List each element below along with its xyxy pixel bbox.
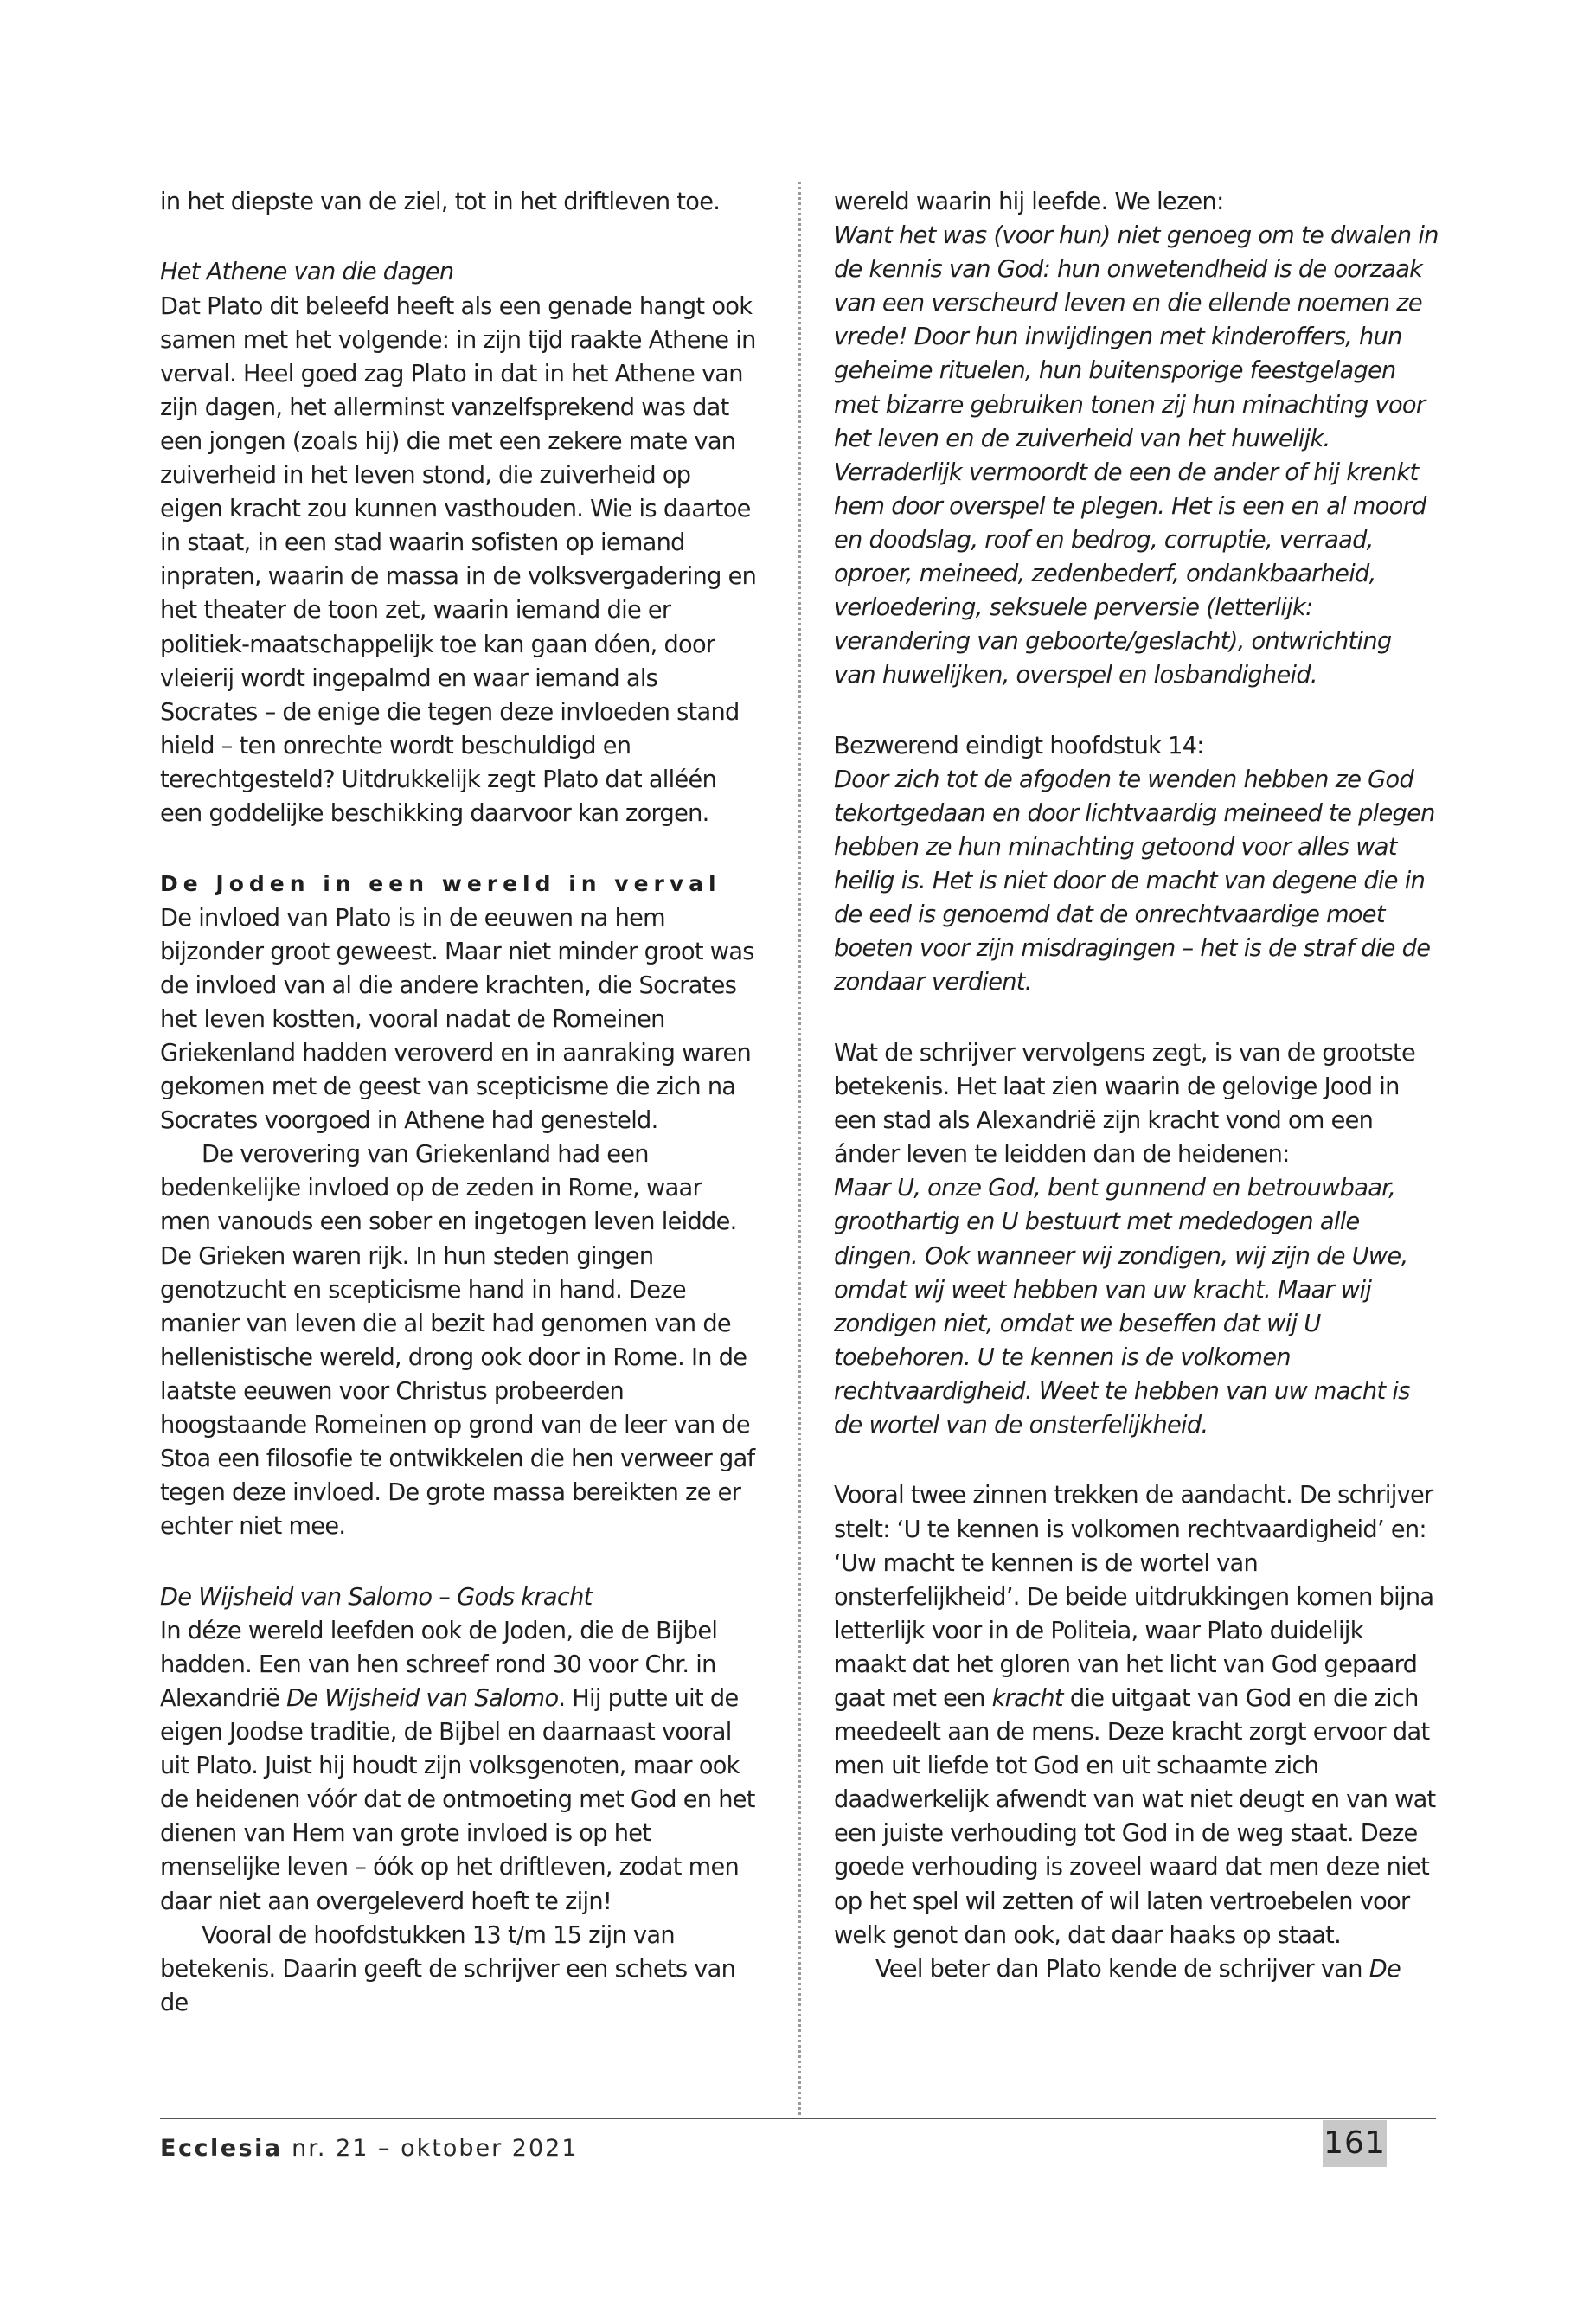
subheading: De Wijsheid van Salomo – Gods kracht <box>160 1583 593 1611</box>
paragraph: in het diepste van de ziel, tot in het driftleven toe. <box>160 189 721 215</box>
paragraph: De verovering van Griekenland had een bedenkelijke invloed op de zeden in Rome, waar men vanouds een sober en ingetogen leven leidde. De Grieken waren rijk. In hun steden gingen genotzucht en scepticisme hand in hand. Deze manier van leven die al bezit had genomen van de hellenistische wereld, drong ook door in Rome. In de laatste eeuwen voor Christus probeerden hoogstaande Romeinen op grond van de leer van de Stoa een filosofie te ontwikkelen die hen verweer gaf tegen deze invloed. De grote massa bereikten ze er echter niet mee. <box>160 1141 755 1541</box>
text-run: In déze wereld leefden ook de Joden, die de Bijbel hadden. Een van hen schreef rond 30 voor Chr. in Alexandrië <box>160 1617 718 1713</box>
left-column <box>160 185 757 2020</box>
paragraph: Bezwerend eindigt hoofdstuk 14: <box>834 732 1204 760</box>
text-run: Vooral twee zinnen trekken de aandacht. De schrijver stelt: ‘U te kennen is volkomen rechtvaardigheid’ en: ‘Uw macht te kennen is de wortel van onsterfelijkheid’. De beide uitdrukkingen komen bijna letterlijk voor in de Politeia, waar Plato duidelijk maakt dat het gloren van het licht van God gepaard gaat met een <box>834 1482 1434 1713</box>
page-number: 161 <box>1323 2120 1387 2167</box>
paragraph <box>834 1478 1439 1952</box>
paragraph: De invloed van Plato is in de eeuwen na hem bijzonder groot geweest. Maar niet minder groot was de invloed van al die andere krachten, die Socrates het leven kostten, vooral nadat de Romeinen Griekenland hadden veroverd en in aanraking waren gekomen met de geest van scepticisme die zich na Socrates voorgoed in Athene had genesteld. <box>160 904 754 1135</box>
text-run: . Hij putte uit de eigen Joodse traditie, de Bijbel en daarnaast vooral uit Plato. Juist hij houdt zijn volksgenoten, maar ook de heidenen vóór dat de ontmoeting met God en het dienen van Hem van grote invloed is op het menselijke leven – óók op het driftleven, zodat men daar niet aan overgeleverd hoeft te zijn! <box>160 1685 755 1915</box>
text-run: Veel beter dan Plato kende de schrijver van <box>875 1955 1362 1983</box>
book-title: De Wijsheid van Salomo <box>286 1685 559 1713</box>
emphasis: kracht <box>991 1685 1063 1713</box>
issue-info: nr. 21 – oktober 2021 <box>292 2135 579 2162</box>
section-heading: De Joden in een wereld in verval <box>160 871 721 897</box>
paragraph: Vooral de hoofdstukken 13 t/m 15 zijn van betekenis. Daarin geeft de schrijver een schets van de <box>160 1921 736 2016</box>
right-column <box>834 185 1439 1986</box>
quotation: Want het was (voor hun) niet genoeg om te dwalen in de kennis van God: hun onwetendheid is de oorzaak van een verscheurd leven en die ellende noemen ze vrede! Door hun inwijdingen met kinderoffers, hun geheime rituelen, hun buitensporige feestgelagen met bizarre gebruiken tonen zij hun minachting voor het leven en de zuiverheid van het huwelijk. Verraderlijk vermoordt de een de ander of hij krenkt hem door overspel te plegen. Het is een en al moord en doodslag, roof en bedrog, corruptie, verraad, oproer, meineed, zedenbederf, ondankbaarheid, verloedering, seksuele perversie (letterlijk: verandering van geboorte/geslacht), ontwrichting van huwelijken, overspel en losbandigheid. <box>834 222 1439 689</box>
column-divider <box>798 182 801 2115</box>
footer <box>160 2135 579 2162</box>
quotation: Maar U, onze God, bent gunnend en betrouwbaar, groothartig en U bestuurt met mededogen alle dingen. Ook wanneer wij zondigen, wij zijn de Uwe, omdat wij weet hebben van uw kracht. Maar wij zondigen niet, omdat we beseffen dat wij U toebehoren. U te kennen is de volkomen rechtvaardigheid. Weet te hebben van uw macht is de wortel van de onsterfelijkheid. <box>834 1175 1410 1439</box>
magazine-name: Ecclesia <box>160 2135 283 2162</box>
quotation: Door zich tot de afgoden te wenden hebben ze God tekortgedaan en door lichtvaardig meineed te plegen hebben ze hun minachting getoond voor alles wat heilig is. Het is niet door de macht van degene die in de eed is genoemd dat de onrechtvaardige moet boeten voor zijn misdragingen – het is de straf die de zondaar verdient. <box>834 766 1435 997</box>
footer-rule <box>160 2118 1436 2119</box>
book-title: De <box>1368 1955 1401 1983</box>
paragraph <box>834 1952 1439 1986</box>
paragraph <box>160 1614 757 1919</box>
paragraph: Wat de schrijver vervolgens zegt, is van de grootste betekenis. Het laat zien waarin de gelovige Jood in een stad als Alexandrië zijn kracht vond om een ánder leven te leidden dan de heidenen: <box>834 1039 1416 1169</box>
paragraph: wereld waarin hij leefde. We lezen: <box>834 189 1224 215</box>
text-run: die uitgaat van God en die zich meedeelt aan de mens. Deze kracht zorgt ervoor dat men uit liefde tot God en uit schaamte zich daadwerkelijk afwendt van wat niet deugt en van wat een juiste verhouding tot God in de weg staat. Deze goede verhouding is zoveel waard dat men deze niet op het spel wil zetten of wil laten vertroebelen voor welk genot dan ook, dat daar haaks op staat. <box>834 1685 1436 1949</box>
paragraph: Dat Plato dit beleefd heeft als een genade hangt ook samen met het volgende: in zijn tijd raakte Athene in verval. Heel goed zag Plato in dat in het Athene van zijn dagen, het allerminst vanzelfsprekend was dat een jongen (zoals hij) die met een zekere mate van zuiverheid in het leven stond, die zuiverheid op eigen kracht zou kunnen vasthouden. Wie is daartoe in staat, in een stad waarin sofisten op iemand inpraten, waarin de massa in de volksvergadering en het theater de toon zet, waarin iemand die er politiek-maatschappelijk toe kan gaan dóen, door vleierij wordt ingepalmd en waar iemand als Socrates – de enige die tegen deze invloeden stand hield – ten onrechte wordt beschuldigd en terechtgesteld? Uitdrukkelijk zegt Plato dat alléén een goddelijke beschikking daarvoor kan zorgen. <box>160 292 757 827</box>
subheading: Het Athene van die dagen <box>160 259 454 286</box>
